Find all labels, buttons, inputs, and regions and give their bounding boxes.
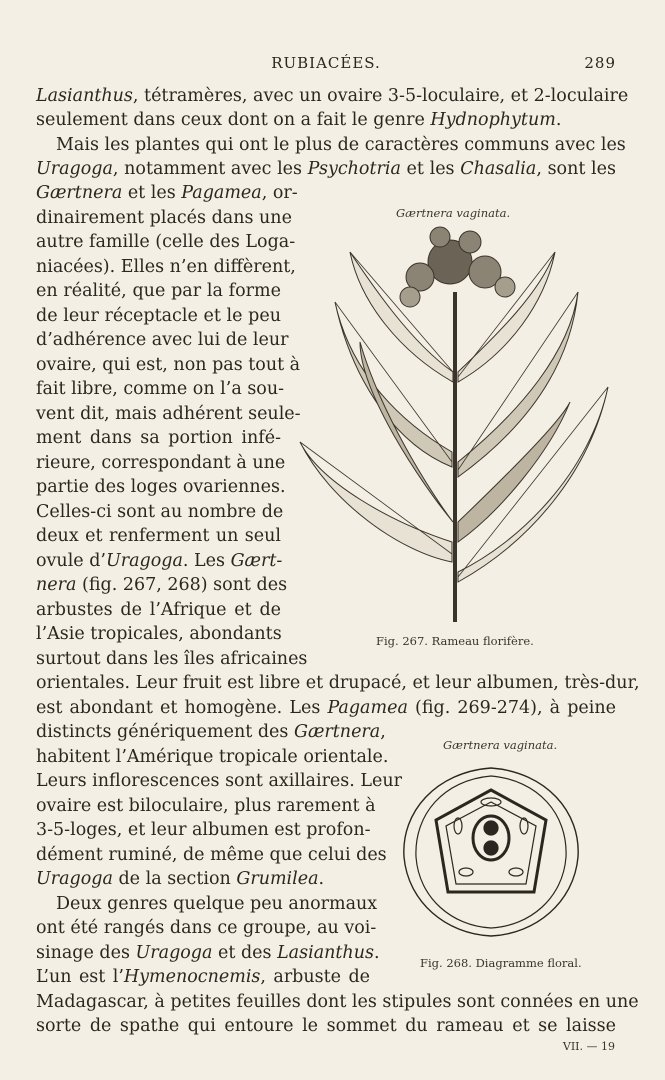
text-line: niacées). Elles n’en diffèrent, — [36, 257, 296, 277]
text-line: ovaire, qui est, non pas tout à — [36, 355, 301, 375]
text-line — [36, 573, 288, 597]
genus-name: Uragoga — [105, 551, 183, 571]
text-line: Mais les plantes qui ont le plus de caractères communs avec les — [56, 135, 626, 155]
genus-name: Grumilea — [236, 869, 319, 889]
text-span: et des — [212, 943, 278, 963]
text-line — [36, 108, 616, 132]
text-span: distincts génériquement des — [36, 722, 294, 742]
text-line: ment dans sa portion infé- — [36, 428, 281, 448]
text-line: 3-5-loges, et leur albumen est profon- — [36, 820, 371, 840]
genus-name: Pagamea — [327, 698, 408, 718]
text-span: . — [318, 869, 325, 889]
text-span: , arbuste de — [260, 967, 370, 987]
genus-name: Chasalia — [460, 159, 537, 179]
genus-name: Gært- — [230, 551, 283, 571]
text-span: . — [373, 943, 380, 963]
genus-name: Hymenocnemis — [123, 967, 261, 987]
text-span: de la section — [112, 869, 237, 889]
text-line — [36, 84, 629, 108]
text-line: Madagascar, à petites feuilles dont les stipules sont connées en une — [36, 992, 639, 1012]
text-line: d’adhérence avec lui de leur — [36, 330, 289, 350]
text-span: . Les — [182, 551, 231, 571]
text-span: L’un est l’ — [36, 967, 124, 987]
text-span: seulement dans ceux dont on a fait le genre — [36, 110, 431, 130]
text-span: , — [380, 722, 386, 742]
text-line — [36, 181, 298, 205]
text-line: surtout dans les îles africaines — [36, 649, 308, 669]
text-line: dément ruminé, de même que celui des — [36, 845, 387, 865]
text-line: sorte de spathe qui entoure le sommet du rameau et se laisse — [36, 1016, 616, 1036]
text-line: habitent l’Amérique tropicale orientale. — [36, 747, 389, 767]
floral-diagram — [396, 762, 586, 942]
text-line: Deux genres quelque peu anormaux — [56, 894, 378, 914]
text-line: Leurs inflorescences sont axillaires. Leur — [36, 771, 403, 791]
text-line: en réalité, que par la forme — [36, 281, 281, 301]
text-line — [36, 941, 380, 965]
text-line — [36, 867, 370, 891]
text-line: partie des loges ovariennes. — [36, 477, 286, 497]
text-line: de leur réceptacle et le peu — [36, 306, 281, 326]
text-line: l’Asie tropicales, abondants — [36, 624, 282, 644]
text-span: ovule d’ — [36, 551, 106, 571]
text-line — [36, 157, 616, 181]
genus-name: Lasianthus — [277, 943, 374, 963]
text-span: est abondant et homogène. Les — [36, 698, 328, 718]
running-title: RUBIACÉES. — [271, 54, 381, 72]
text-line: ovaire est biloculaire, plus rarement à — [36, 796, 376, 816]
genus-name: Psychotria — [307, 159, 401, 179]
branch-illustration — [290, 222, 620, 627]
text-line: Celles-ci sont au nombre de — [36, 502, 284, 522]
genus-name: Uragoga — [135, 943, 213, 963]
text-span: , sont les — [536, 159, 616, 179]
genus-name: Lasianthus — [36, 86, 133, 106]
text-line — [36, 720, 386, 744]
running-header — [36, 54, 616, 76]
text-line — [36, 549, 281, 573]
text-line: orientales. Leur fruit est libre et drupacé, et leur albumen, très-dur, — [36, 673, 640, 693]
text-span: , or- — [261, 183, 298, 203]
text-span: , notamment avec les — [112, 159, 308, 179]
text-line: autre famille (celle des Loga- — [36, 232, 296, 252]
text-line — [36, 696, 616, 720]
genus-name: Pagamea — [181, 183, 262, 203]
text-line: fait libre, comme on l’a sou- — [36, 379, 285, 399]
figure-268-caption: Fig. 268. Diagramme floral. — [420, 956, 582, 970]
text-span: (fig. 269-274), à peine — [407, 698, 616, 718]
text-line: rieure, correspondant à une — [36, 453, 286, 473]
text-span: sinage des — [36, 943, 136, 963]
text-span: et les — [400, 159, 461, 179]
text-span: (fig. 267, 268) sont des — [76, 575, 288, 595]
genus-name: Uragoga — [36, 159, 113, 179]
text-line: ont été rangés dans ce groupe, au voi- — [36, 918, 377, 938]
genus-name: Hydnophytum — [430, 110, 556, 130]
genus-name: Gærtnera — [36, 183, 123, 203]
figure-268-title: Gærtnera vaginata. — [443, 738, 558, 752]
text-line: vent dit, mais adhérent seule- — [36, 404, 301, 424]
genus-name: Gærtnera — [293, 722, 381, 742]
text-span: et les — [122, 183, 182, 203]
page-number: 289 — [584, 54, 616, 72]
text-span: , tétramères, avec un ovaire 3-5-loculaire, et 2-loculaire — [132, 86, 629, 106]
text-line — [36, 965, 370, 989]
genus-name: nera — [36, 575, 77, 595]
text-line: dinairement placés dans une — [36, 208, 292, 228]
figure-267-title: Gærtnera vaginata. — [396, 206, 511, 220]
genus-name: Uragoga — [36, 869, 113, 889]
figure-267-caption: Fig. 267. Rameau florifère. — [376, 634, 534, 648]
text-line: arbustes de l’Afrique et de — [36, 600, 281, 620]
text-line: deux et renferment un seul — [36, 526, 281, 546]
signature-mark: VII. — 19 — [562, 1040, 615, 1053]
text-span: . — [555, 110, 562, 130]
